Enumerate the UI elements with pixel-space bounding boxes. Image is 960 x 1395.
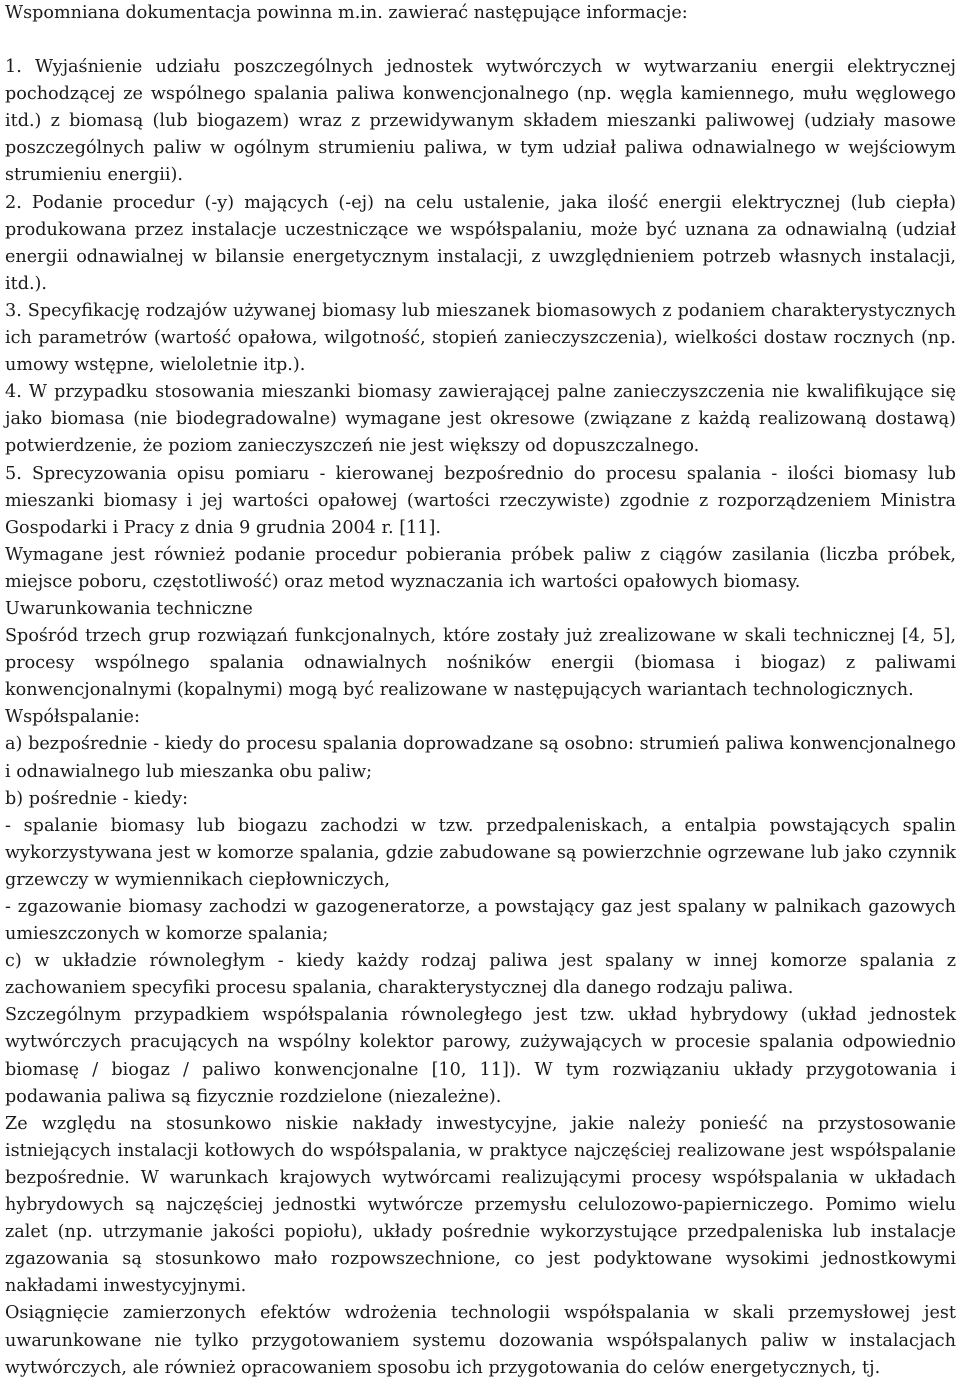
hybrid-paragraph: Szczególnym przypadkiem współspalania równoległego jest tzw. układ hybrydowy (układ jednostek wytwórczych pracujących na wspólny kolektor parowy, zużywających w procesie spalania odpowiednio biomasę / biogaz / paliwo konwencjonalne [10, 11]). W tym rozwiązaniu układy przygotowania i podawania paliwa są fizycznie rozdzielone (niezależne). bbox=[5, 1005, 956, 1107]
option-b-bullet-2: - zgazowanie biomasy zachodzi w gazogeneratorze, a powstający gaz jest spalany w palnikach gazowych umieszczonych w komorze spalania; bbox=[5, 897, 956, 945]
list-item-3: 3. Specyfikację rodzajów używanej biomasy lub mieszanek biomasowych z podaniem charakterystycznych ich parametrów (wartość opałowa, wilgotność, stopień zanieczyszczenia), wielkości dostaw rocznych (np. umowy wstępne, wieloletnie itp.). bbox=[5, 300, 956, 376]
closing-paragraph: Osiągnięcie zamierzonych efektów wdrożenia technologii współspalania w skali przemysłowej jest uwarunkowane nie tylko przygotowaniem systemu dozowania współspalanych paliw w instalacjach wytwórczych, ale również opracowaniem sposobu ich przygotowania do celów energetycznych, tj. bbox=[5, 1303, 956, 1378]
sampling-paragraph: Wymagane jest również podanie procedur pobierania próbek paliw z ciągów zasilania (liczba próbek, miejsce poboru, częstotliwość) oraz metod wyznaczania ich wartości opałowych biomasy. bbox=[5, 544, 956, 592]
section-heading: Uwarunkowania techniczne bbox=[5, 598, 253, 619]
investment-paragraph: Ze względu na stosunkowo niskie nakłady inwestycyjne, jakie należy ponieść na przystosowanie istniejących instalacji kotłowych do współspalania, w praktyce najczęściej realizowane jest współspalanie bezpośrednie. W warunkach krajowych wytwórcami realizującymi procesy współspalania w układach hybrydowych są najczęściej jednostki wytwórcze przemysłu celulozowo-papierniczego. Pomimo wielu zalet (np. utrzymanie jakości popiołu), układy pośrednie wykorzystujące przedpaleniska lub instalacje zgazowania są stosunkowo mało rozpowszechnione, co jest podyktowane wysokimi jednostkowymi nakładami inwestycyjnymi. bbox=[5, 1113, 956, 1297]
option-b: b) pośrednie - kiedy: bbox=[5, 788, 189, 809]
intro-paragraph: Wspomniana dokumentacja powinna m.in. zawierać następujące informacje: bbox=[5, 3, 688, 23]
list-item-5: 5. Sprecyzowania opisu pomiaru - kierowanej bezpośrednio do procesu spalania - ilości biomasy lub mieszanki biomasy i jej wartości opałowej (wartości rzeczywiste) zgodnie z rozporządzeniem Ministra Gospodarki i Pracy z dnia 9 grudnia 2004 r. [11]. bbox=[5, 463, 956, 538]
blank-line bbox=[5, 27, 956, 54]
cofiring-label: Współspalanie: bbox=[5, 707, 140, 728]
list-item-1: 1. Wyjaśnienie udziału poszczególnych jednostek wytwórczych w wytwarzaniu energii elektrycznej pochodzącej ze wspólnego spalania paliwa konwencjonalnego (np. węgla kamiennego, mułu węglowego itd.) z biomasą (lub biogazem) wraz z przewidywanym składem mieszanki paliwowej (udziały masowe poszczególnych paliw w ogólnym strumieniu paliwa, w tym udział paliwa odnawialnego w wejściowym strumieniu energii). bbox=[5, 57, 956, 186]
option-b-bullet-1: - spalanie biomasy lub biogazu zachodzi w tzw. przedpaleniskach, a entalpia powstających spalin wykorzystywana jest w komorze spalania, gdzie zabudowane są powierzchnie ogrzewane lub jako czynnik grzewczy w wymiennikach ciepłowniczych, bbox=[5, 815, 956, 890]
list-item-2: 2. Podanie procedur (-y) mających (-ej) na celu ustalenie, jaka ilość energii elektrycznej (lub ciepła) produkowana przez instalacje uczestniczące we współspalaniu, może być uznana za odnawialną (udział energii odnawialnej w bilansie energetycznym instalacji, z uwzględnieniem potrzeb własnych instalacji, itd.). bbox=[5, 192, 956, 294]
list-item-4: 4. W przypadku stosowania mieszanki biomasy zawierającej palne zanieczyszczenia nie kwalifikujące się jako biomasa (nie biodegradowalne) wymagane jest okresowe (związane z każdą realizowaną dostawą) potwierdzenie, że poziom zanieczyszczeń nie jest większy od dopuszczalnego. bbox=[5, 382, 956, 457]
technical-paragraph: Spośród trzech grup rozwiązań funkcjonalnych, które zostały już zrealizowane w skali technicznej [4, 5], procesy wspólnego spalania odnawialnych nośników energii (biomasa i biogaz) z paliwami konwencjonalnymi (kopalnymi) mogą być realizowane w następujących wariantach technologicznych. bbox=[5, 626, 956, 701]
option-c: c) w układzie równoległym - kiedy każdy rodzaj paliwa jest spalany w innej komorze spalania z zachowaniem specyfiki procesu spalania, charakterystycznej dla danego rodzaju paliwa. bbox=[5, 951, 956, 999]
option-a: a) bezpośrednie - kiedy do procesu spalania doprowadzane są osobno: strumień paliwa konwencjonalnego i odnawialnego lub mieszanka obu paliw; bbox=[5, 734, 956, 782]
